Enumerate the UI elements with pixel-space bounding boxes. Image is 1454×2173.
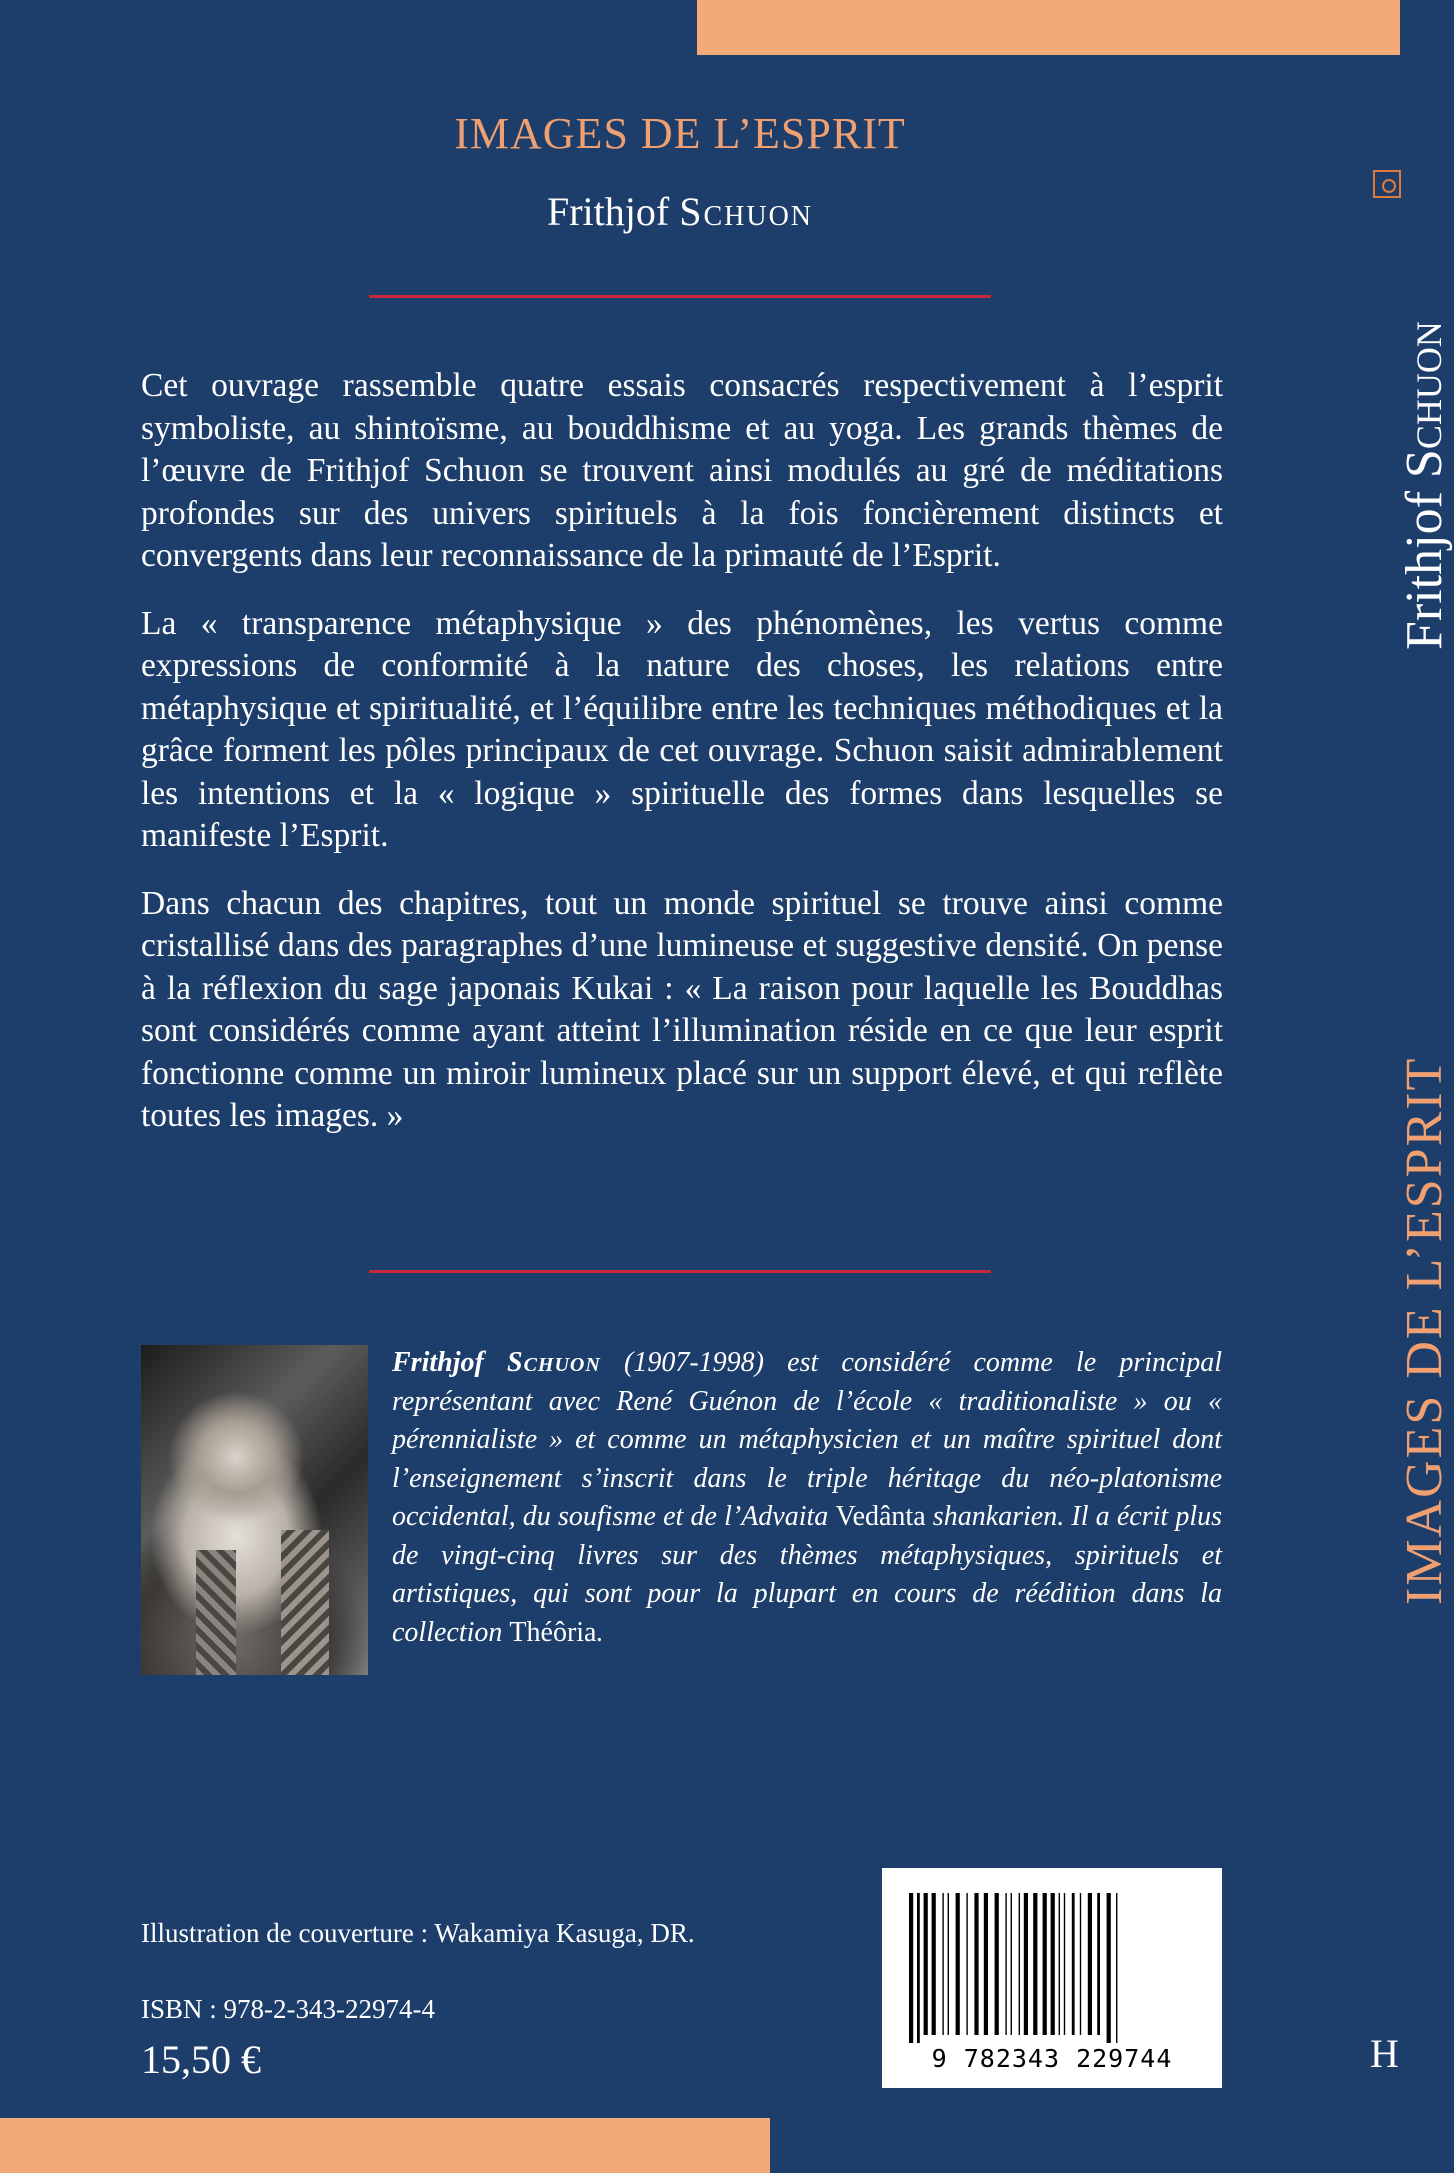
barcode-bar [1024, 1893, 1028, 2035]
description-paragraph-3: Dans chacun des chapitres, tout un monde spirituel se trouve ainsi comme cristallisé dans des paragraphes d’une lumineuse et suggestive densité. On pense à la réflexion du sage japonais Kukai : « La raison pour laquelle les Bouddhas sont considérés comme ayant atteint l’illumination réside en ce que leur esprit fonctionne comme un miroir lumineux placé sur un support élevé, et qui reflète toutes les images. » [141, 884, 1223, 1134]
photo-scarf-left [196, 1550, 236, 1675]
barcode-bar [909, 1893, 913, 2043]
barcode-bar [1080, 1893, 1081, 2035]
bio-text-2: shankarien. Il a écrit plus de vingt-cinq livres sur des thèmes métaphysiques, spirituels et artistiques, qui sont pour la plupart en cours de réédition dans la collection [392, 1501, 1222, 1648]
publisher-logo-icon [1373, 170, 1401, 198]
spine-author-last: Schuon [1396, 321, 1453, 479]
barcode-bar [1064, 1893, 1065, 2035]
barcode-bar [1005, 1893, 1006, 2035]
barcode-bar [1072, 1893, 1075, 2035]
isbn: ISBN : 978-2-343-22974-4 [141, 1994, 435, 2024]
photo-scarf-right [281, 1530, 329, 1675]
bio-last-name: Schuon [507, 1347, 601, 1378]
middle-divider [369, 1270, 991, 1273]
bottom-accent-band [0, 2118, 770, 2173]
barcode-bar [984, 1893, 988, 2035]
book-author [0, 188, 1360, 235]
barcode-bar [1043, 1893, 1047, 2035]
author-last-name: Schuon [679, 189, 814, 234]
barcode-bar [1116, 1893, 1117, 2043]
price: 15,50 € [141, 2037, 261, 2082]
description-paragraph-1: Cet ouvrage rassemble quatre essais consacrés respectivement à l’esprit symboliste, au shintoïsme, au bouddhisme et au yoga. Les grands thèmes de l’œuvre de Frithjof Schuon se trouvent ainsi modulés au gré de méditations profondes sur des univers spirituels à la fois foncièrement distincts et convergents dans leur reconnaissance de la primauté de l’Esprit. [141, 367, 1223, 574]
barcode-bar [917, 1893, 920, 2043]
spine-publisher-mark: H [1370, 2031, 1399, 2076]
description [141, 365, 1223, 1163]
bio-text-3: . [596, 1616, 604, 1648]
barcode-bar [1051, 1893, 1055, 2035]
top-divider [369, 295, 991, 298]
barcode-bar [1107, 1893, 1111, 2043]
top-accent-band [697, 0, 1400, 55]
barcode-bar [1059, 1893, 1060, 2035]
barcode [882, 1868, 1222, 2088]
spine-author [1395, 321, 1454, 650]
book-title: IMAGES DE L’ESPRIT [454, 109, 906, 158]
barcode-number: 9 782343 229744 [931, 2044, 1173, 2073]
spine-title: IMAGES DE L’ESPRIT [1396, 1056, 1453, 1605]
barcode-bars [897, 1893, 1207, 2043]
bio-text-1: (1907-1998) est considéré comme le principal représentant avec René Guénon de l’école « traditionaliste » ou « pérennialiste » et comme un métaphysicien et un maître spirituel dont l’enseignement s’inscrit dans le triple héritage du néo-platonisme occidental, du soufisme et de l’Advaita [392, 1347, 1222, 1532]
bio-vedanta: Vedânta [835, 1501, 926, 1532]
barcode-bar [1033, 1893, 1037, 2035]
bio-author-name [392, 1347, 601, 1378]
bio-first-name: Frithjof [392, 1347, 484, 1378]
barcode-bar [1097, 1893, 1100, 2035]
barcode-bar [956, 1893, 960, 2035]
barcode-bar [948, 1893, 949, 2035]
barcode-bar [966, 1893, 967, 2035]
cover-credit: Illustration de couverture : Wakamiya Kasuga, DR. [141, 1918, 695, 1948]
barcode-bar [932, 1893, 936, 2035]
author-bio [392, 1344, 1222, 1652]
barcode-bar [995, 1893, 999, 2035]
author-first-name: Frithjof [546, 189, 670, 234]
barcode-bar [974, 1893, 978, 2035]
barcode-bar [942, 1893, 943, 2035]
bio-collection: Théôria [509, 1616, 597, 1648]
barcode-bar [924, 1893, 928, 2035]
author-photo [141, 1345, 368, 1675]
barcode-bar [1011, 1893, 1012, 2035]
spine-author-first: Frithjof [1396, 491, 1453, 650]
barcode-bar [1019, 1893, 1020, 2035]
description-paragraph-2: La « transparence métaphysique » des phénomènes, les vertus comme expressions de conformité à la nature des choses, les relations entre métaphysique et spiritualité, et l’équilibre entre les techniques méthodiques et la grâce forment les pôles principaux de cet ouvrage. Schuon saisit admirablement les intentions et la « logique » spirituelle des formes dans lesquelles se manifeste l’Esprit. [141, 604, 1223, 854]
barcode-bar [1088, 1893, 1092, 2035]
